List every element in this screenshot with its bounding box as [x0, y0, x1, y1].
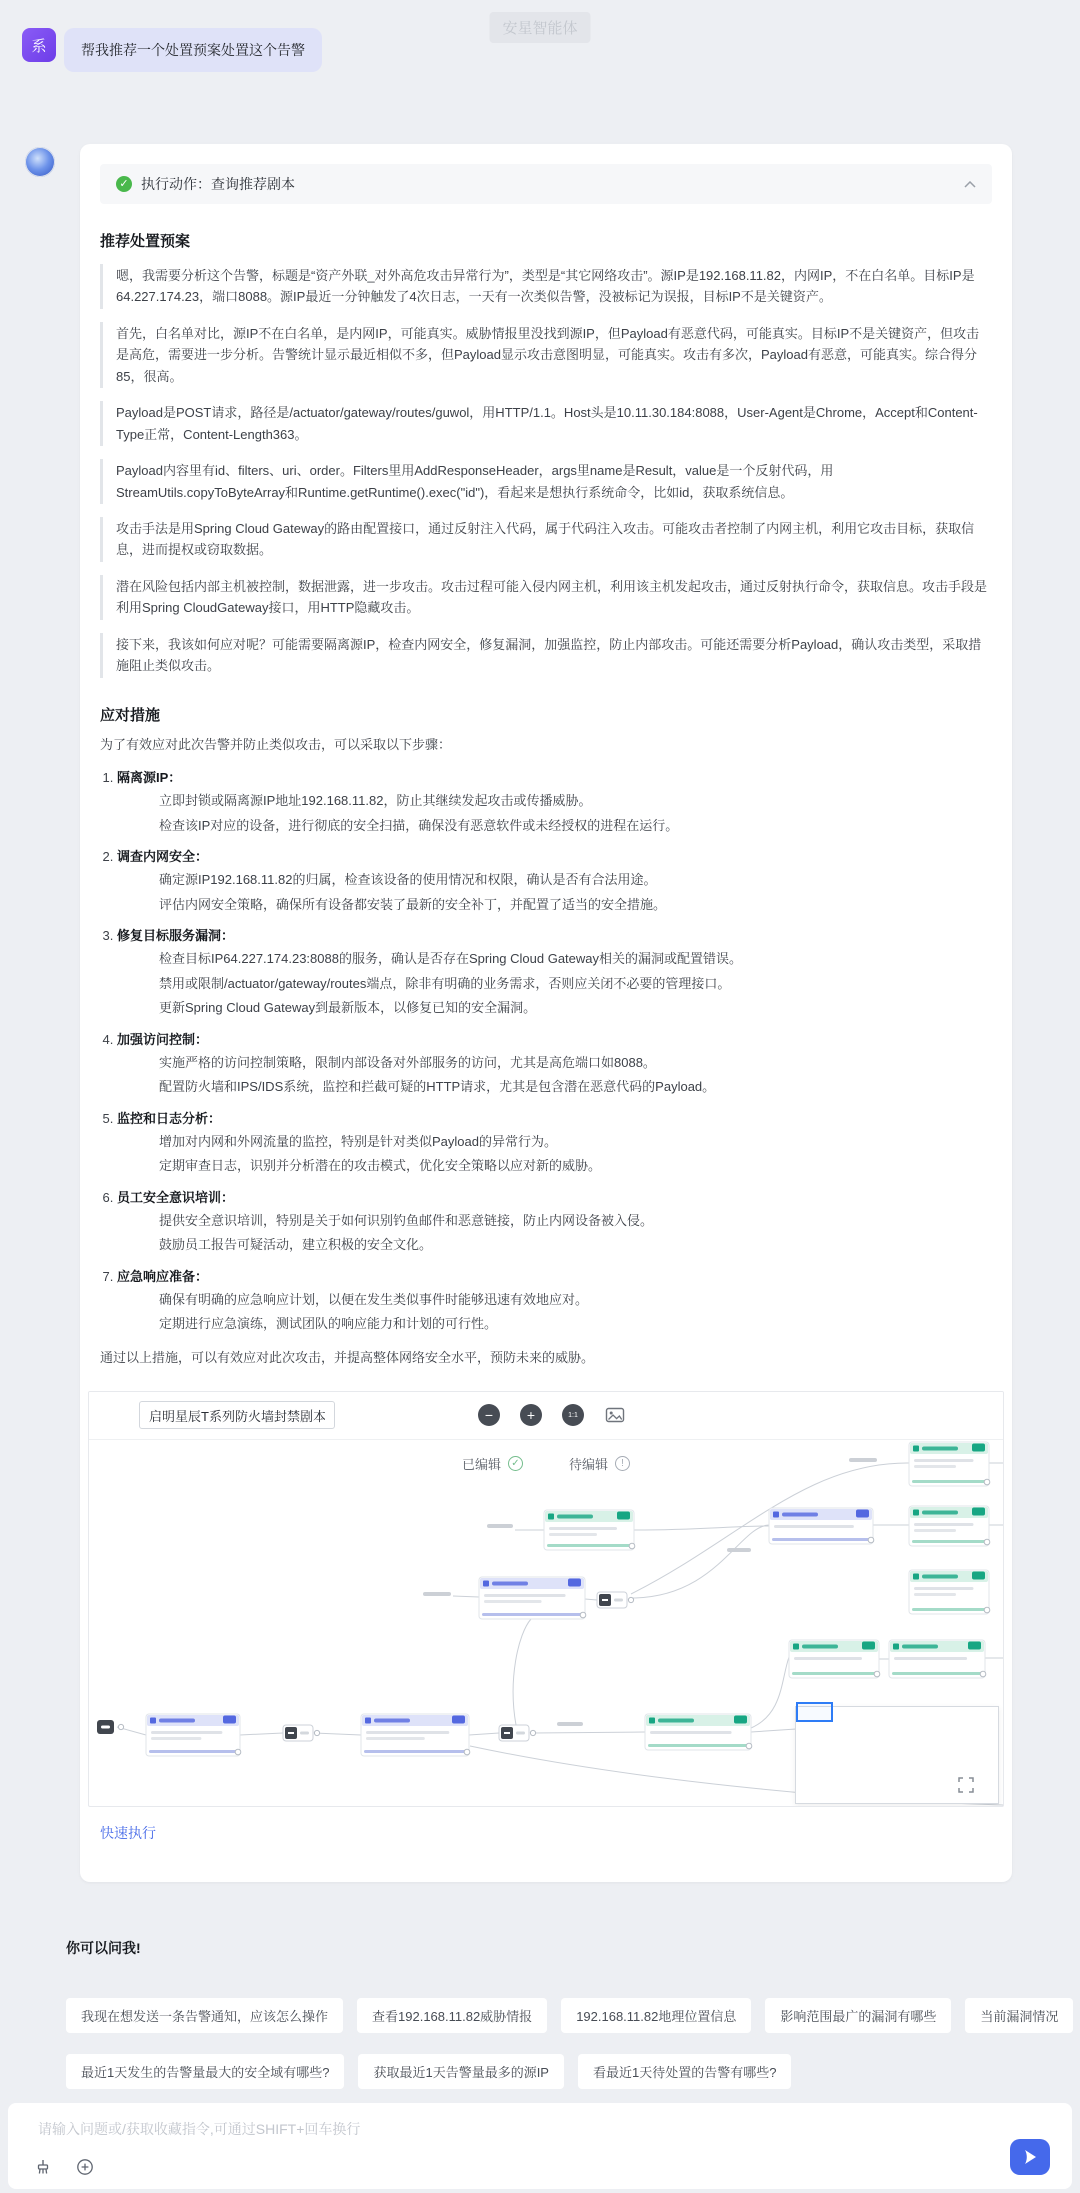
suggestions-heading: 你可以问我!: [66, 1940, 141, 1956]
analysis-paragraph: Payload内容里有id、filters、uri、order。Filters里用AddResponseHeader，args里name是Result，value是一个反射代码，用StreamUtils.copyToByteArray和Runtime.getRuntime().exec("id")，看起来是想执行系统命令，比如id，获取系统信息。: [100, 459, 992, 504]
measure-title: 加强访问控制：: [117, 1031, 209, 1047]
measures-list: [100, 767, 992, 1334]
fullscreen-expand-icon[interactable]: [958, 1777, 974, 1793]
measure-title: 隔离源IP：: [117, 770, 182, 786]
exclamation-circle-icon: !: [615, 1456, 630, 1471]
measure-line: 定期审查日志，识别并分析潜在的攻击模式，优化安全策略以应对新的威胁。: [159, 1158, 602, 1174]
analysis-paragraph: 接下来，我该如何应对呢？可能需要隔离源IP，检查内网安全，修复漏洞，加强监控，防止内部攻击。可能还需要分析Payload，确认攻击类型，采取措施阻止类似攻击。: [100, 633, 992, 678]
minimap-viewport-rect[interactable]: [796, 1702, 833, 1722]
check-circle-icon: ✓: [508, 1456, 523, 1471]
user-message-row: [22, 28, 322, 72]
measure-title: 修复目标服务漏洞：: [117, 928, 235, 944]
app-title-watermark: 安星智能体: [489, 12, 590, 43]
legend-edited: [462, 1454, 523, 1473]
composer-panel: [8, 2103, 1072, 2189]
assistant-avatar: [25, 147, 55, 177]
quick-run-link[interactable]: 快速执行: [100, 1824, 156, 1841]
success-check-icon: ✓: [116, 176, 132, 192]
actual-size-button[interactable]: 1:1: [562, 1404, 584, 1426]
analysis-paragraph: 首先，白名单对比，源IP不在白名单，是内网IP，可能真实。威胁情报里没找到源IP，但Payload有恶意代码，可能真实。目标IP不是关键资产，但攻击是高危，需要进一步分析。告警统计显示最近相似不多，但Payload显示攻击意图明显，可能真实。攻击有多次，Payload有恶意，可能真实。综合得分85，很高。: [100, 322, 992, 388]
user-avatar: 系: [22, 28, 56, 62]
add-attachment-icon[interactable]: [76, 2158, 94, 2176]
measures-heading: 应对措施: [100, 706, 161, 724]
suggestion-chip[interactable]: 我现在想发送一条告警通知，应该怎么操作: [66, 1998, 343, 2033]
flow-toolbar: [478, 1404, 626, 1426]
zoom-in-button[interactable]: +: [520, 1404, 542, 1426]
legend-pending-label: 待编辑: [569, 1456, 609, 1472]
analysis-paragraph: Payload是POST请求，路径是/actuator/gateway/routes/guwol，用HTTP/1.1。Host头是10.11.30.184:8088，User-Agent是Chrome，Accept和Content-Type正常，Content-Length363。: [100, 401, 992, 446]
assistant-message-card: [80, 144, 1012, 1882]
measure-item: [117, 767, 992, 835]
chevron-up-icon: [964, 181, 976, 188]
measures-intro: 为了有效应对此次告警并防止类似攻击，可以采取以下步骤：: [100, 736, 452, 752]
measure-title: 应急响应准备：: [117, 1268, 209, 1284]
measure-item: [117, 1029, 992, 1097]
measure-line: 检查该IP对应的设备，进行彻底的安全扫描，确保没有恶意软件或未经授权的进程在运行。: [159, 817, 679, 833]
action-label: 执行动作：查询推荐剧本: [141, 176, 295, 192]
measure-line: 确保有明确的应急响应计划，以便在发生类似事件时能够迅速有效地应对。: [159, 1291, 589, 1307]
measure-line: 定期进行应急演练，测试团队的响应能力和计划的可行性。: [159, 1316, 498, 1332]
measure-line: 确定源IP192.168.11.82的归属，检查该设备的使用情况和权限，确认是否有合法用途。: [159, 872, 657, 888]
suggestion-chip[interactable]: 看最近1天待处置的告警有哪些?: [578, 2054, 791, 2089]
send-arrow-icon: [1020, 2147, 1040, 2167]
suggestion-row: [66, 1998, 1073, 2033]
measure-title: 员工安全意识培训：: [117, 1189, 235, 1205]
legend-edited-label: 已编辑: [461, 1456, 501, 1472]
measure-line: 评估内网安全策略，确保所有设备都安装了最新的安全补丁，并配置了适当的安全措施。: [159, 896, 667, 912]
thumbnail-toggle-button[interactable]: [604, 1404, 626, 1426]
suggestion-chip[interactable]: 获取最近1天告警量最多的源IP: [358, 2054, 564, 2089]
flow-legend: [89, 1454, 1003, 1473]
measure-line: 增加对内网和外网流量的监控，特别是针对类似Payload的异常行为。: [159, 1133, 557, 1149]
measure-item: [117, 1266, 992, 1334]
image-icon: [604, 1404, 626, 1426]
suggestion-row: [66, 2054, 791, 2089]
measure-line: 检查目标IP64.227.174.23:8088的服务，确认是否存在Spring Cloud Gateway相关的漏洞或配置错误。: [159, 951, 743, 967]
measure-title: 监控和日志分析：: [117, 1110, 222, 1126]
measure-line: 鼓励员工报告可疑活动，建立积极的安全文化。: [159, 1237, 433, 1253]
measure-line: 禁用或限制/actuator/gateway/routes端点，除非有明确的业务需求，否则应关闭不必要的管理接口。: [159, 975, 731, 991]
playbook-name-input[interactable]: [139, 1401, 335, 1429]
action-status-bar: [100, 164, 992, 204]
measure-item: [117, 846, 992, 914]
measure-item: [117, 925, 992, 1018]
measure-line: 提供安全意识培训，特别是关于如何识别钓鱼邮件和恶意链接，防止内网设备被入侵。: [159, 1212, 654, 1228]
composer-tools: [34, 2158, 94, 2176]
send-button[interactable]: [1010, 2139, 1050, 2175]
user-message-bubble: 帮我推荐一个处置预案处置这个告警: [64, 28, 322, 72]
suggestion-chip[interactable]: 查看192.168.11.82威胁情报: [357, 1998, 547, 2033]
suggestion-chip[interactable]: 192.168.11.82地理位置信息: [561, 1998, 751, 2033]
message-input[interactable]: [36, 2116, 796, 2142]
measure-title: 调查内网安全：: [117, 849, 209, 865]
zoom-out-button[interactable]: −: [478, 1404, 500, 1426]
collapse-button[interactable]: [964, 181, 976, 188]
measure-line: 立即封锁或隔离源IP地址192.168.11.82，防止其继续发起攻击或传播威胁。: [159, 793, 592, 809]
measure-line: 配置防火墙和IPS/IDS系统，监控和拦截可疑的HTTP请求，尤其是包含潜在恶意代码的Payload。: [159, 1079, 716, 1095]
measure-line: 更新Spring Cloud Gateway到最新版本，以修复已知的安全漏洞。: [159, 1000, 537, 1016]
suggestion-chip[interactable]: 最近1天发生的告警量最大的安全域有哪些?: [66, 2054, 344, 2089]
measure-item: [117, 1108, 992, 1176]
analysis-paragraph: 潜在风险包括内部主机被控制，数据泄露，进一步攻击。攻击过程可能入侵内网主机，利用该主机发起攻击，通过反射执行命令，获取信息。攻击手段是利用Spring CloudGateway接口，用HTTP隐藏攻击。: [100, 575, 992, 620]
suggestion-chip[interactable]: 影响范围最广的漏洞有哪些: [765, 1998, 951, 2033]
analysis-paragraph: 嗯，我需要分析这个告警，标题是“资产外联_对外高危攻击异常行为”，类型是“其它网络攻击”。源IP是192.168.11.82，内网IP，不在白名单。目标IP是64.227.174.23，端口8088。源IP最近一分钟触发了4次日志，一天有一次类似告警，没被标记为误报，目标IP不是关键资产。: [100, 264, 992, 309]
playbook-panel-header: [89, 1392, 1003, 1440]
measure-line: 实施严格的访问控制策略，限制内部设备对外部服务的访问，尤其是高危端口如8088。: [159, 1054, 656, 1070]
playbook-panel: [88, 1391, 1004, 1807]
card-title: 推荐处置预案: [100, 233, 191, 250]
legend-pending: [569, 1454, 630, 1473]
analysis-paragraph: 攻击手法是用Spring Cloud Gateway的路由配置接口，通过反射注入代码，属于代码注入攻击。可能攻击者控制了内网主机，利用它攻击目标，获取信息，进而提权或窃取数据。: [100, 517, 992, 562]
clear-broom-icon[interactable]: [34, 2158, 52, 2176]
suggestion-chip[interactable]: 当前漏洞情况: [965, 1998, 1073, 2033]
measures-closing: 通过以上措施，可以有效应对此次攻击，并提高整体网络安全水平，预防未来的威胁。: [100, 1349, 595, 1365]
measure-item: [117, 1187, 992, 1255]
